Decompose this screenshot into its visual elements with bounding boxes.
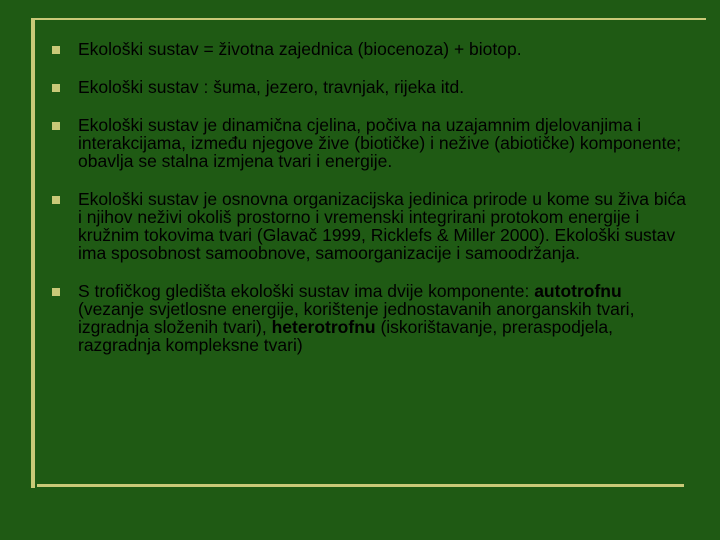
bullet-text-3: Ekološki sustav je dinamična cjelina, počiva na uzajamnim djelovanjima i interakcijama, između njegove žive (biotičke) i nežive (abiotičke) komponente; obavlja se stalna izmjena tvari i energije.: [78, 115, 682, 171]
bullet-item-2: [52, 78, 692, 96]
square-bullet-icon: [52, 84, 60, 92]
square-bullet-icon: [52, 196, 60, 204]
frame-bottom-line: [37, 484, 684, 487]
bullet-text-5: [78, 282, 692, 354]
frame-top-line: [31, 18, 706, 20]
square-bullet-icon: [52, 122, 60, 130]
bullet-text-1: Ekološki sustav = životna zajednica (biocenoza) + biotop.: [78, 39, 522, 59]
bullet-item-3: [52, 116, 692, 170]
bullet-item-5: [52, 282, 692, 354]
square-bullet-icon: [52, 288, 60, 296]
bullet-text-4: Ekološki sustav je osnovna organizacijska jedinica prirode u kome su živa bića i njihov neživi okoliš prostorno i vremenski integrirani protokom energije i kružnim tokovima tvari (Glavač 1999, Ricklefs & Miller 2000). Ekološki sustav ima sposobnost samoobnove, samoorganizacije i samoodržanja.: [78, 189, 686, 263]
bullet-text-5-part-1: S trofičkog gledišta ekološki sustav ima dvije komponente:: [78, 281, 535, 301]
bullet-text-5-part-3: (iskorištavanje, preraspodjela, razgradnja kompleksne tvari): [78, 317, 613, 355]
bullet-item-4: [52, 190, 692, 262]
bullet-text-5-heterotrophic: heterotrofnu: [271, 317, 376, 337]
bullet-item-1: [52, 40, 692, 58]
bullet-text-2: Ekološki sustav : šuma, jezero, travnjak, rijeka itd.: [78, 77, 465, 97]
bullet-text-5-autotrophic: autotrofnu: [534, 281, 622, 301]
bullet-list: [52, 40, 692, 354]
bullet-text-5-part-2: (vezanje svjetlosne energije, korištenje jednostavanih anorganskih tvari, izgradnja složenih tvari),: [78, 299, 635, 337]
square-bullet-icon: [52, 46, 60, 54]
frame-left-line: [31, 18, 35, 488]
